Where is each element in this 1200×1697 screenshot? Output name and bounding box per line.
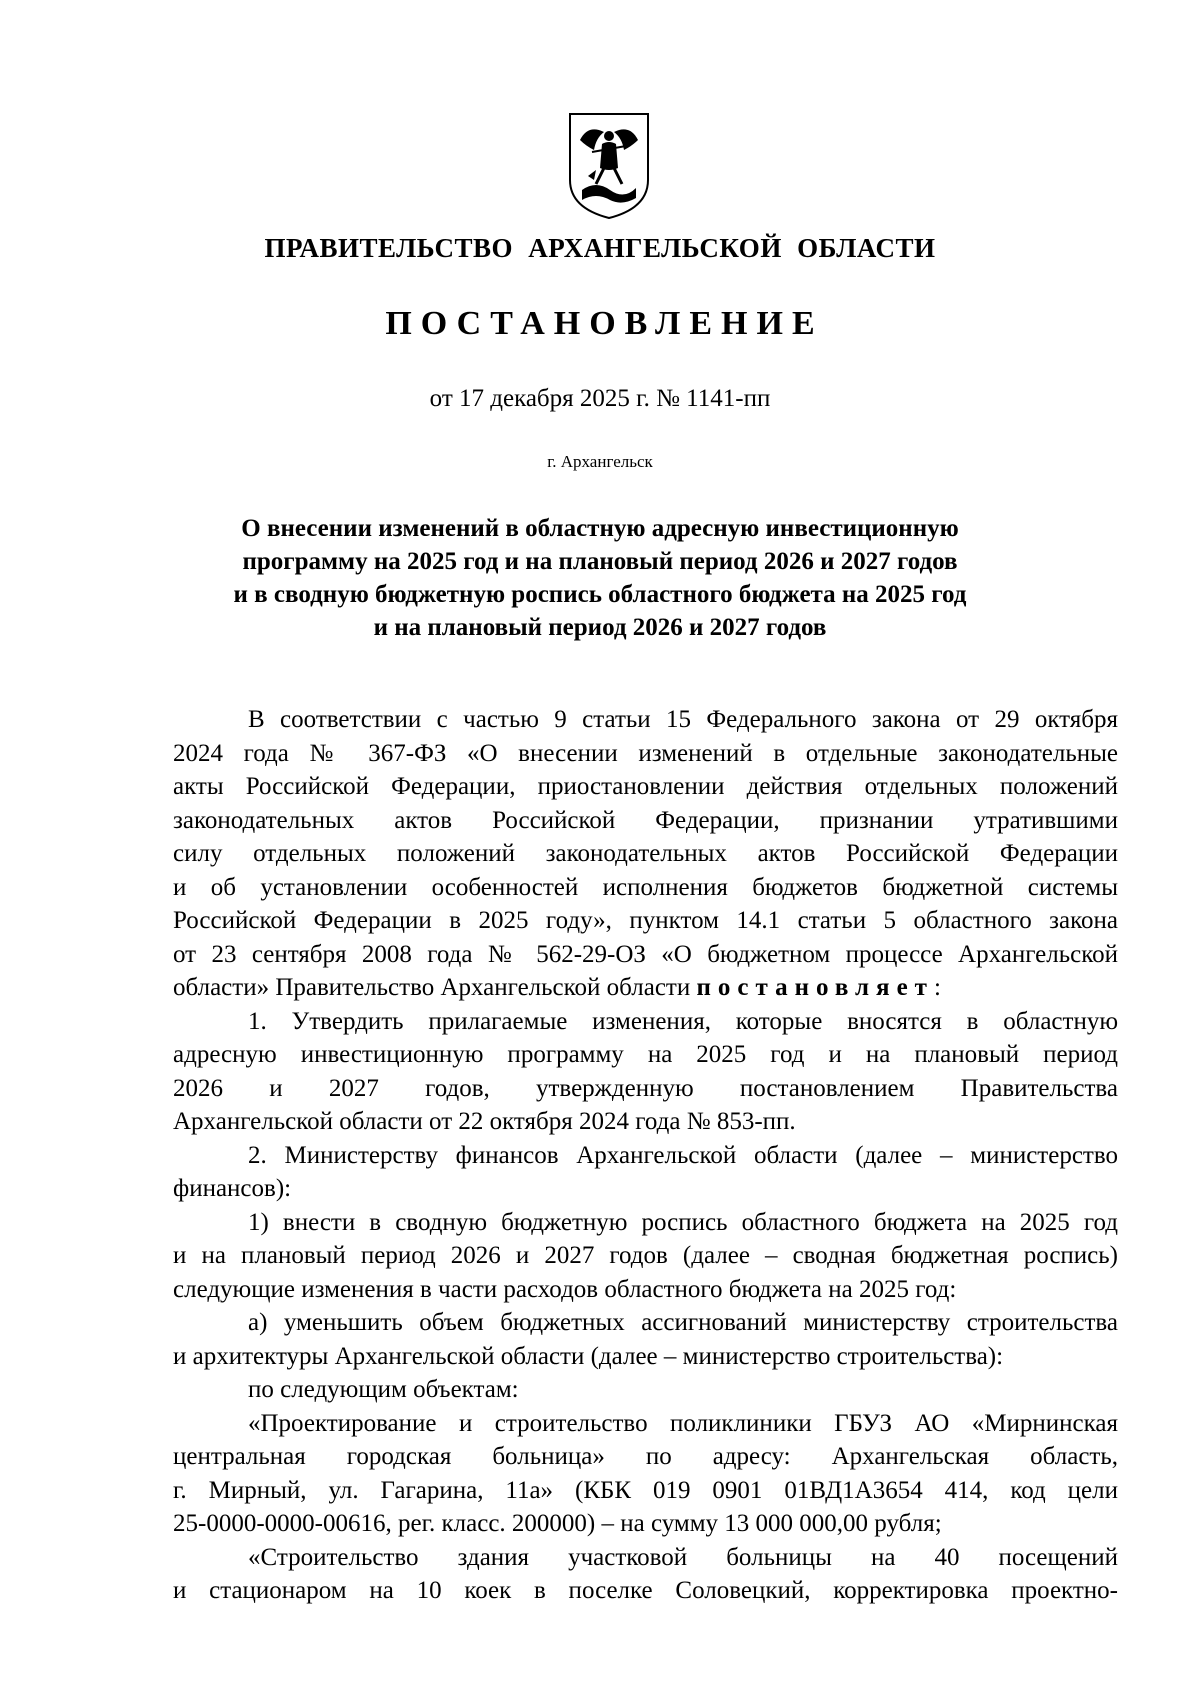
document-title: [140, 512, 1060, 644]
body-line: 1. Утвердить прилагаемые изменения, которые вносятся в областную: [248, 1007, 1118, 1035]
body-line: 1) внести в сводную бюджетную роспись областного бюджета на 2025 год: [248, 1208, 1118, 1236]
body-line: г. Мирный, ул. Гагарина, 11а» (КБК 019 0901 01ВД1А3654 414, код цели: [173, 1476, 1118, 1504]
city-name: г. Архангельск: [547, 452, 653, 471]
body-line: по следующим объектам:: [248, 1376, 519, 1403]
document-type: ПОСТАНОВЛЕНИЕ: [385, 305, 824, 342]
government-name: ПРАВИТЕЛЬСТВО АРХАНГЕЛЬСКОЙ ОБЛАСТИ: [264, 233, 936, 263]
coat-of-arms-emblem: [566, 110, 652, 222]
body-line: 2. Министерству финансов Архангельской области (далее – министерство: [248, 1141, 1118, 1169]
document-body: [173, 703, 1118, 1608]
body-line: адресную инвестиционную программу на 2025 год и на плановый период: [173, 1041, 1118, 1068]
body-line: «Строительство здания участковой больницы на 40 посещений: [248, 1543, 1118, 1571]
body-line: и на плановый период 2026 и 2027 годов (далее – сводная бюджетная роспись): [173, 1242, 1118, 1269]
body-line: Российской Федерации в 2025 году», пунктом 14.1 статьи 5 областного закона: [173, 907, 1118, 934]
body-line: [173, 971, 1118, 1005]
body-line: В соответствии с частью 9 статьи 15 Федерального закона от 29 октября: [248, 706, 1118, 733]
body-line: и стационаром на 10 коек в поселке Соловецкий, корректировка проектно-: [173, 1577, 1118, 1604]
body-line: центральная городская больница» по адресу: Архангельская область,: [173, 1443, 1118, 1470]
body-line: законодательных актов Российской Федерации, признании утратившими: [173, 806, 1118, 834]
body-line: Архангельской области от 22 октября 2024 года № 853-пп.: [173, 1108, 796, 1135]
title-line: и в сводную бюджетную роспись областного бюджета на 2025 год: [233, 581, 967, 608]
body-line: 25-0000-0000-00616, рег. класс. 200000) – на сумму 13 000 000,00 рубля;: [173, 1510, 942, 1537]
title-line: и на плановый период 2026 и 2027 годов: [373, 614, 827, 641]
body-text-fragment: :: [933, 974, 941, 1001]
body-line: акты Российской Федерации, приостановлении действия отдельных положений: [173, 773, 1118, 800]
title-line: программу на 2025 год и на плановый период 2026 и 2027 годов: [242, 548, 958, 575]
body-line: финансов):: [173, 1175, 292, 1202]
body-line: и архитектуры Архангельской области (далее – министерство строительства):: [173, 1342, 1004, 1370]
body-line: 2026 и 2027 годов, утвержденную постановлением Правительства: [173, 1074, 1118, 1102]
body-line: 2024 года № 367-ФЗ «О внесении изменений в отдельные законодательные: [173, 739, 1118, 767]
body-text-fragment: области» Правительство Архангельской области: [173, 974, 691, 1001]
resolution-word: постановляет: [696, 974, 934, 1001]
body-line: от 23 сентября 2008 года № 562-29-ОЗ «О бюджетном процессе Архангельской: [173, 940, 1118, 968]
date-and-number: от 17 декабря 2025 г. № 1141-пп: [429, 385, 771, 412]
body-line: и об установлении особенностей исполнения бюджетов бюджетной системы: [173, 873, 1118, 901]
title-line: О внесении изменений в областную адресную инвестиционную: [241, 515, 959, 542]
body-line: следующие изменения в части расходов областного бюджета на 2025 год:: [173, 1275, 957, 1303]
body-line: а) уменьшить объем бюджетных ассигнований министерству строительства: [248, 1309, 1118, 1336]
body-line: «Проектирование и строительство поликлиники ГБУЗ АО «Мирнинская: [248, 1409, 1118, 1437]
body-line: силу отдельных положений законодательных актов Российской Федерации: [173, 840, 1118, 867]
